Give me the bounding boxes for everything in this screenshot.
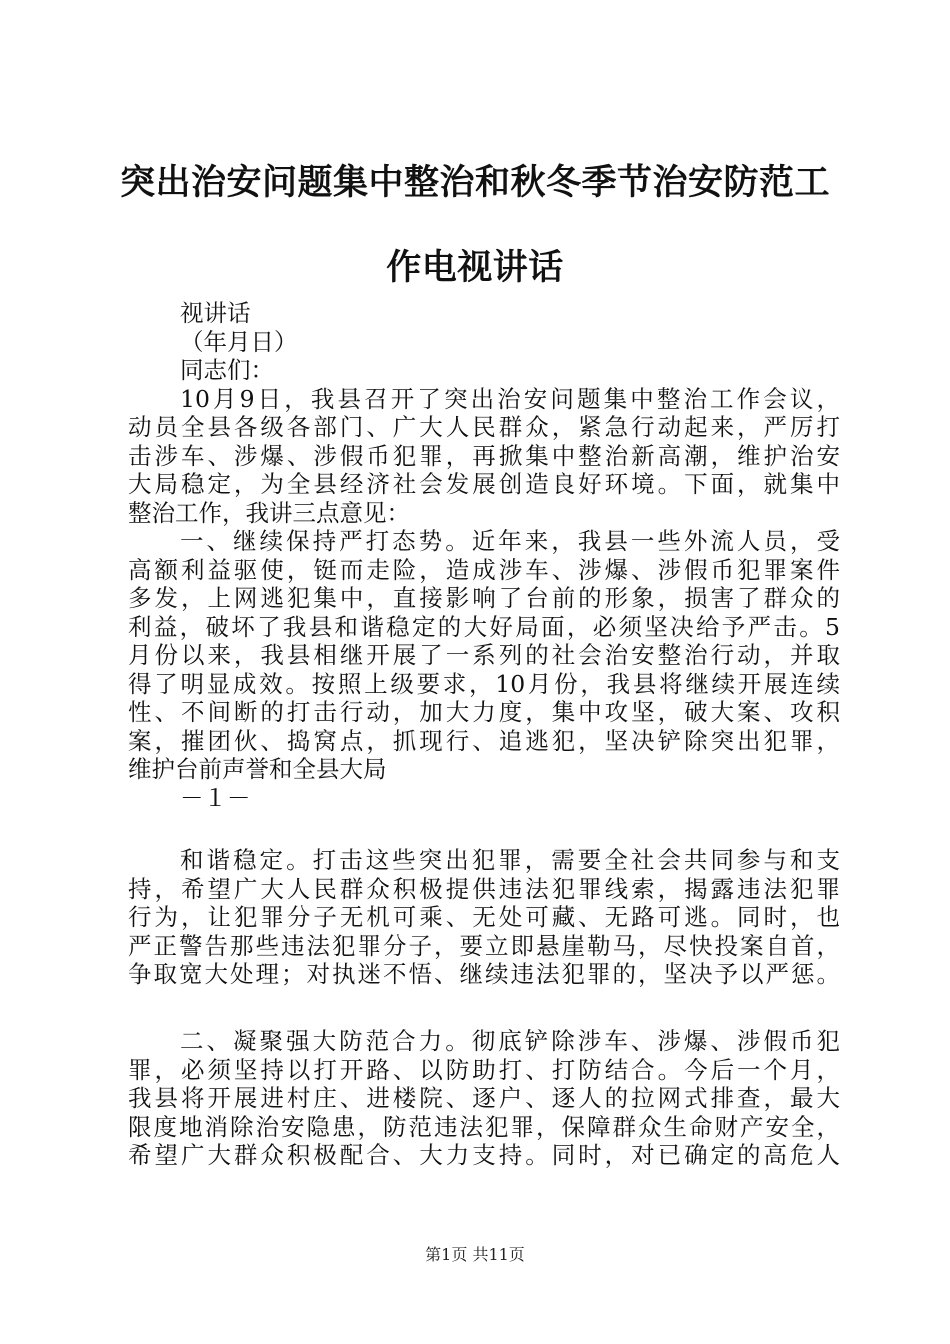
text-line: 争取宽大处理；对执迷不悟、继续违法犯罪的，坚决予以严惩。: [128, 960, 840, 988]
text-line: 同志们：: [180, 356, 274, 384]
body-section-1: [128, 299, 840, 812]
document-title-line-2: 作电视讲话: [386, 247, 564, 288]
text-line: 动员全县各级各部门、广大人民群众，紧急行动起来，严厉打: [128, 413, 840, 441]
text-line: 高额利益驱使，铤而走险，造成涉车、涉爆、涉假币犯罪案件: [128, 555, 840, 584]
text-line: 10月9日，我县召开了突出治安问题集中整治工作会议，: [180, 384, 840, 413]
text-line: 罪，必须坚持以打开路、以防助打、打防结合。今后一个月，: [128, 1055, 840, 1084]
text-line: 和谐稳定。打击这些突出犯罪，需要全社会共同参与和支: [180, 846, 840, 874]
page-footer: 第1页 共11页: [425, 1245, 525, 1264]
body-section-3: [128, 1027, 840, 1170]
text-line: 案，摧团伙、捣窝点，抓现行、追逃犯，坚决铲除突出犯罪，: [128, 726, 840, 755]
text-line: 得了明显成效。按照上级要求，10月份，我县将继续开展连续: [128, 669, 840, 698]
text-line: 视讲话: [180, 299, 251, 327]
text-line: 击涉车、涉爆、涉假币犯罪，再掀集中整治新高潮，维护治安: [128, 441, 840, 470]
text-line: 希望广大群众积极配合、大力支持。同时，对已确定的高危人: [128, 1141, 840, 1169]
text-line: 限度地消除治安隐患，防范违法犯罪，保障群众生命财产安全，: [128, 1112, 840, 1141]
text-line: －１－: [180, 783, 251, 812]
text-line: 月份以来，我县相继开展了一系列的社会治安整治行动，并取: [128, 641, 840, 669]
text-line: 二、凝聚强大防范合力。彻底铲除涉车、涉爆、涉假币犯: [180, 1027, 840, 1055]
text-line: 维护台前声誉和全县大局: [128, 755, 387, 783]
text-line: 行为，让犯罪分子无机可乘、无处可藏、无路可逃。同时，也: [128, 903, 840, 931]
text-line: 利益，破坏了我县和谐稳定的大好局面，必须坚决给予严击。5: [128, 612, 840, 641]
text-line: 大局稳定，为全县经济社会发展创造良好环境。下面，就集中: [128, 470, 840, 498]
text-line: 严正警告那些违法犯罪分子，要立即悬崖勒马，尽快投案自首，: [128, 931, 840, 960]
text-line: （年月日）: [180, 327, 298, 356]
text-line: 整治工作，我讲三点意见：: [128, 498, 410, 527]
text-line: 一、继续保持严打态势。近年来，我县一些外流人员，受: [180, 527, 840, 555]
text-line: 多发，上网逃犯集中，直接影响了台前的形象，损害了群众的: [128, 584, 840, 612]
body-section-2: [128, 846, 840, 989]
text-line: 性、不间断的打击行动，加大力度，集中攻坚，破大案、攻积: [128, 698, 840, 726]
document-title-line-1: 突出治安问题集中整治和秋冬季节治安防范工: [119, 162, 830, 203]
text-line: 我县将开展进村庄、进楼院、逐户、逐人的拉网式排查，最大: [128, 1084, 840, 1112]
text-line: 持，希望广大人民群众积极提供违法犯罪线索，揭露违法犯罪: [128, 874, 840, 903]
